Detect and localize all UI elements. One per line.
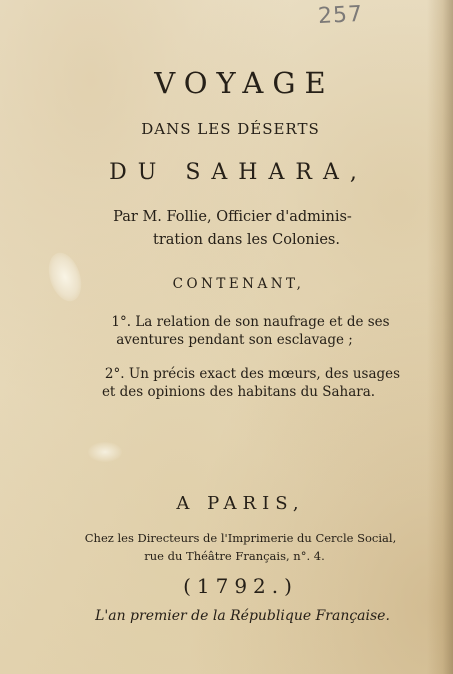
title-line-voyage: VOYAGE xyxy=(154,66,335,100)
imprint-address: rue du Théâtre Français, n°. 4. xyxy=(144,549,325,563)
catalog-pencil-mark: 257 xyxy=(317,1,364,30)
imprint-year: (1792.) xyxy=(183,574,298,598)
contents-item-2-cont: et des opinions des habitans du Sahara. xyxy=(101,384,376,400)
imprint-publisher: Chez les Directeurs de l'Imprimerie du Cercle Social, xyxy=(84,531,397,545)
title-line-sahara: DU SAHARA, xyxy=(109,160,368,185)
imprint-place: A PARIS, xyxy=(176,493,305,514)
contents-item-1-cont: aventures pendant son esclavage ; xyxy=(116,332,353,348)
author-line: Par M. Follie, Officier d'adminis- xyxy=(113,209,352,225)
contents-item-2: 2°. Un précis exact des mœurs, des usages xyxy=(104,366,401,382)
contents-item-1: 1°. La relation de son naufrage et de ses xyxy=(111,314,390,330)
author-line: tration dans les Colonies. xyxy=(153,232,340,248)
paper-stain xyxy=(88,442,122,462)
republic-year: L'an premier de la République Française. xyxy=(95,608,390,624)
title-line-deserts: DANS LES DÉSERTS xyxy=(141,120,320,138)
contents-heading: CONTENANT, xyxy=(172,276,305,292)
